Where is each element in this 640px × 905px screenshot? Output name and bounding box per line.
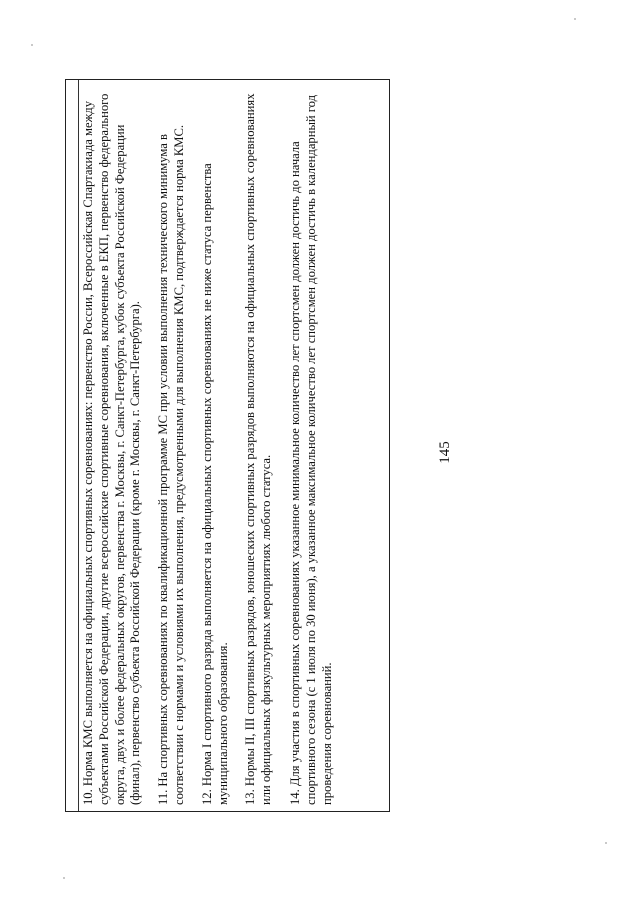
table-column-divider: [78, 80, 79, 811]
rule-paragraph-10: 10. Норма КМС выполняется на официальных спортивных соревнованиях: первенство России, Всероссийская Спартакиада между субъектами Российской Федерации, другие всероссийские спортивные соревнования, включенные в ЕКП, первенство федерального округа, двух и более федеральных округов, первенства г. Москвы, г. Санкт-Петербурга, кубок субъекта Российской Федерации (финал), первенство субъекта Российской Федерации (кроме г. Москвы, г. Санкт-Петербурга).: [81, 93, 143, 805]
rule-paragraph-11: 11. На спортивных соревнованиях по квалификационной программе МС при условии выполнения технического минимума в соответствии с нормами и условиями их выполнения, предусмотренными для выполнения КМС, подтверждается норма КМС.: [156, 124, 186, 805]
rule-paragraph-12: 12. Норма I спортивного разряда выполняется на официальных спортивных соревнованиях не ниже статуса первенства муниципального образования.: [199, 163, 230, 805]
rule-paragraph-13: 13. Нормы II, III спортивных разрядов, юношеских спортивных разрядов выполняются на официальных спортивных соревнованиях или официальных физкультурных мероприятиях любого статуса.: [243, 93, 274, 805]
page-number: 145: [437, 441, 453, 464]
rules-cell: [81, 88, 347, 805]
rule-paragraph-14: 14. Для участия в спортивных соревнованиях указанное минимальное количество лет спортсмен должен достичь до начала спортивного сезона (с 1 июля по 30 июня), а указанное максимальное количество лет спортсмен должен достичь в календарный год проведения соревнований.: [287, 95, 334, 805]
rules-table: [65, 79, 390, 812]
